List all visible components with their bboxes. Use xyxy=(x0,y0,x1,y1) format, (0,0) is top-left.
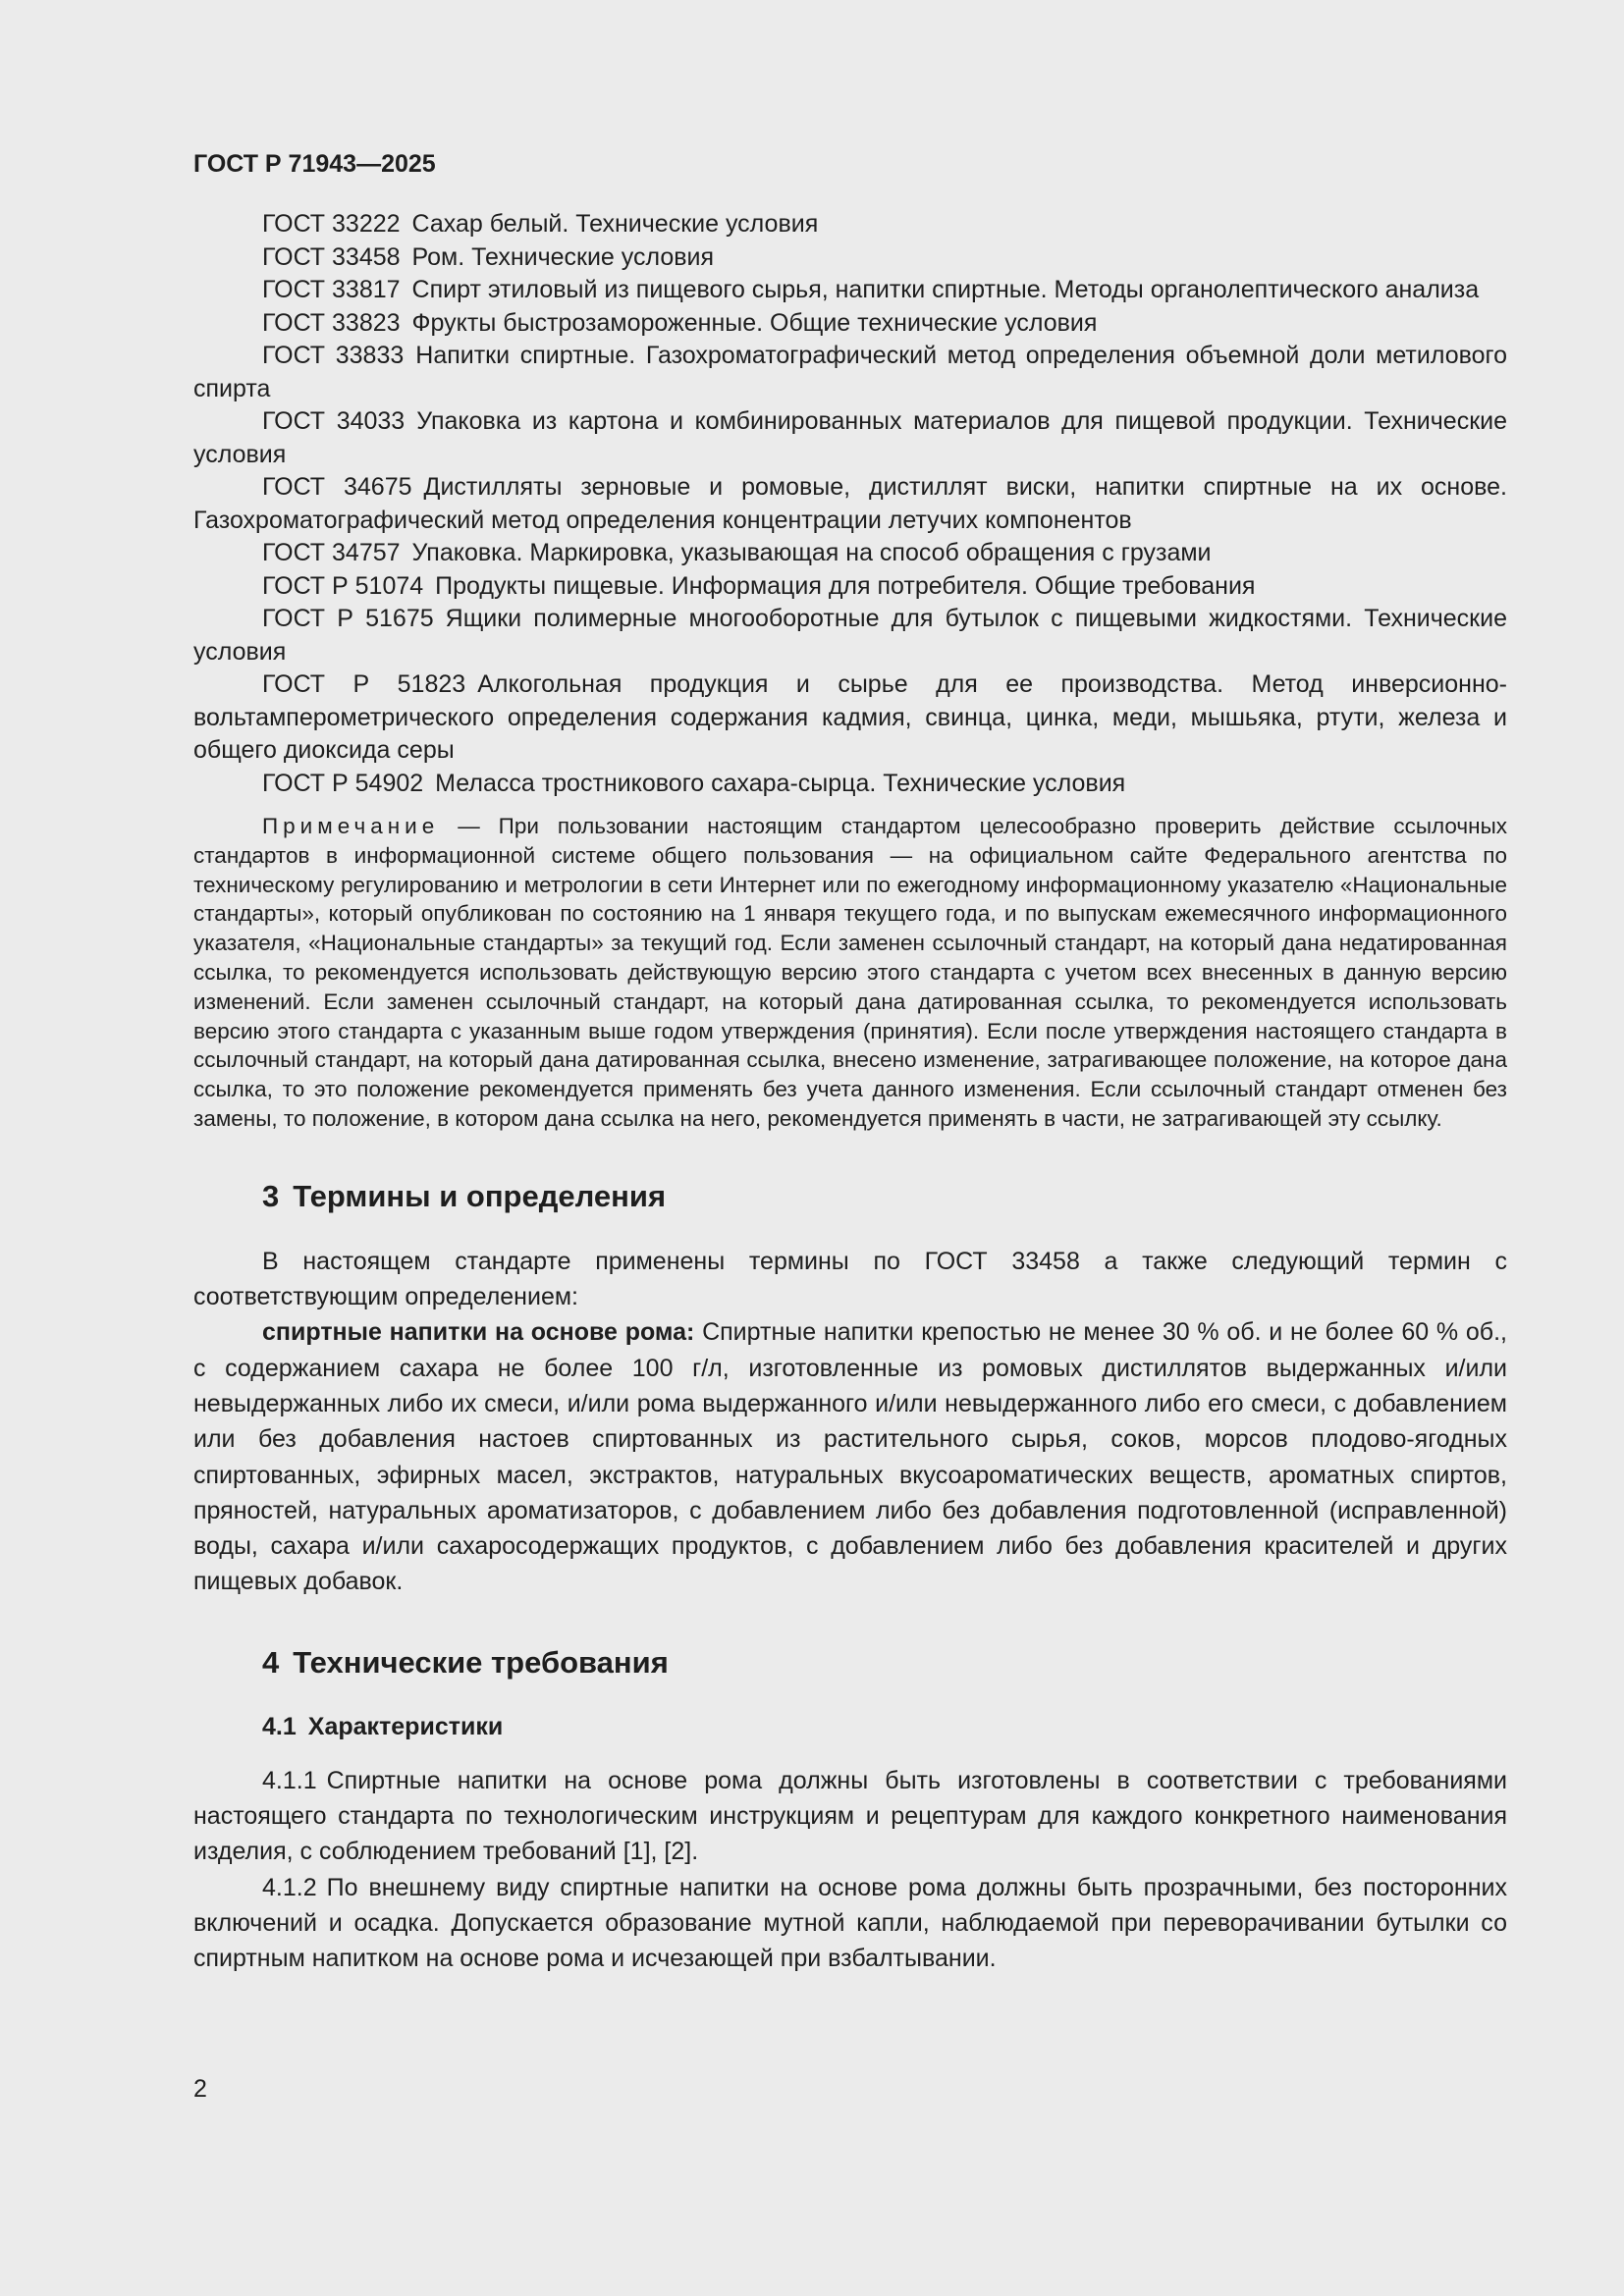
page-number: 2 xyxy=(193,2075,207,2103)
reference-item xyxy=(193,307,1507,341)
subsection-title: Характеристики xyxy=(307,1712,504,1740)
reference-code: ГОСТ 33458 xyxy=(262,242,401,271)
reference-title: Алкогольная продукция и сырье для ее производства. Метод инверсионно-вольтамперометрического определения содержания кадмия, свинца, цинка, меди, мышьяка, ртути, железа и общего диоксида серы xyxy=(193,670,1507,764)
reference-item xyxy=(193,537,1507,570)
reference-title: Продукты пищевые. Информация для потребителя. Общие требования xyxy=(435,571,1256,600)
clause-text: Спиртные напитки на основе рома должны быть изготовлены в соответствии с требованиями настоящего стандарта по технологическим инструкциям и рецептурам для каждого конкретного наименования изделия, с соблюдением требований [1], [2]. xyxy=(193,1766,1507,1866)
reference-title: Упаковка из картона и комбинированных материалов для пищевой продукции. Технические условия xyxy=(193,407,1507,468)
reference-title: Напитки спиртные. Газохроматографический метод определения объемной доли метилового спирта xyxy=(193,342,1507,402)
subsection-number: 4.1 xyxy=(262,1712,297,1740)
reference-code: ГОСТ Р 51823 xyxy=(262,670,466,698)
term-text: Спиртные напитки крепостью не менее 30 % об. и не более 60 % об., с содержанием сахара не более 100 г/л, изготовленные из ромовых дистиллятов выдержанных и/или невыдержанных либо их смеси, и/или рома выдержанного и/или невыдержанного либо его смеси, с добавлением или без добавления настоев спиртованных из растительного сырья, соков, морсов плодово-ягодных спиртованных, эфирных масел, экстрактов, натуральных вкусоароматических веществ, ароматных спиртов, пряностей, натуральных ароматизаторов, с добавлением либо без добавления подготовленной (исправленной) воды, сахара и/или сахаросодержащих продуктов, с добавлением либо без добавления красителей и других пищевых добавок. xyxy=(193,1318,1508,1596)
section-heading-terms xyxy=(193,1177,1507,1216)
reference-item xyxy=(193,471,1507,537)
note-text: — При пользовании настоящим стандартом целесообразно проверить действие ссылочных стандартов в информационной системе общего пользования — на официальном сайте Федерального агентства по техническому регулированию и метрологии в сети Интернет или по ежегодному информационному указателю «Национальные стандарты», который опубликован по состоянию на 1 января текущего года, и по выпускам ежемесячного информационного указателя, «Национальные стандарты» за текущий год. Если заменен ссылочный стандарт, на который дана недатированная ссылка, то рекомендуется использовать действующую версию этого стандарта с учетом всех внесенных в данную версию изменений. Если заменен ссылочный стандарт, на который дана датированная ссылка, то рекомендуется использовать версию этого стандарта с указанным выше годом утверждения (принятия). Если после утверждения настоящего стандарта в ссылочный стандарт, на который дана датированная ссылка, внесено изменение, затрагивающее положение, на которое дана ссылка, то это положение рекомендуется применять без учета данного изменения. Если ссылочный стандарт отменен без замены, то положение, в котором дана ссылка на него, рекомендуется применять в части, не затрагивающей эту ссылку. xyxy=(193,814,1507,1131)
reference-title: Спирт этиловый из пищевого сырья, напитки спиртные. Методы органолептического анализа xyxy=(411,276,1480,303)
reference-item xyxy=(193,208,1507,241)
reference-item xyxy=(193,668,1507,768)
reference-title: Фрукты быстрозамороженные. Общие технические условия xyxy=(411,308,1098,337)
reference-item xyxy=(193,405,1507,471)
reference-code: ГОСТ 34033 xyxy=(262,407,406,435)
reference-item xyxy=(193,274,1507,307)
note-label: Примечание xyxy=(262,814,440,838)
reference-title: Сахар белый. Технические условия xyxy=(411,210,819,238)
note-block xyxy=(193,812,1507,1134)
section-heading-requirements xyxy=(193,1643,1507,1682)
document-code: ГОСТ Р 71943—2025 xyxy=(193,150,436,178)
subsection-heading-characteristics xyxy=(193,1710,1507,1743)
term-name: спиртные напитки на основе рома: xyxy=(262,1318,695,1347)
reference-code: ГОСТ Р 54902 xyxy=(262,769,424,797)
reference-code: ГОСТ 33817 xyxy=(262,276,401,303)
reference-item xyxy=(193,768,1507,801)
reference-code: ГОСТ 34757 xyxy=(262,539,401,566)
reference-title: Ящики полимерные многооборотные для бутылок с пищевыми жидкостями. Технические условия xyxy=(193,605,1507,666)
clause-4-1-2 xyxy=(193,1870,1507,1977)
reference-item xyxy=(193,241,1507,275)
reference-title: Ром. Технические условия xyxy=(411,242,715,271)
reference-code: ГОСТ Р 51074 xyxy=(262,571,424,600)
reference-code: ГОСТ 34675 xyxy=(262,473,412,501)
reference-code: ГОСТ 33222 xyxy=(262,210,401,238)
reference-code: ГОСТ Р 51675 xyxy=(262,605,434,632)
clause-4-1-1 xyxy=(193,1763,1507,1870)
reference-code: ГОСТ 33833 xyxy=(262,342,405,369)
section-title: Термины и определения xyxy=(293,1178,667,1213)
reference-item xyxy=(193,570,1507,604)
reference-item xyxy=(193,603,1507,668)
document-page xyxy=(193,147,1507,1977)
clause-number: 4.1.2 xyxy=(262,1873,317,1901)
reference-title: Меласса тростникового сахара-сырца. Технические условия xyxy=(435,769,1126,797)
reference-code: ГОСТ 33823 xyxy=(262,308,401,337)
section-title: Технические требования xyxy=(293,1644,669,1680)
clause-text: По внешнему виду спиртные напитки на основе рома должны быть прозрачными, без посторонних включений и осадка. Допускается образование мутной капли, наблюдаемой при переворачивании бутылки со спиртным напитком на основе рома и исчезающей при взбалтывании. xyxy=(193,1873,1507,1973)
reference-item xyxy=(193,340,1507,405)
term-definition xyxy=(193,1314,1507,1599)
reference-title: Упаковка. Маркировка, указывающая на способ обращения с грузами xyxy=(411,539,1212,566)
section-number: 3 xyxy=(262,1178,280,1213)
section-number: 4 xyxy=(262,1644,280,1680)
normative-references-list xyxy=(193,208,1507,800)
reference-title: Дистилляты зерновые и ромовые, дистиллят виски, напитки спиртные на их основе. Газохроматографический метод определения концентрации летучих компонентов xyxy=(193,473,1507,534)
terms-intro: В настоящем стандарте применены термины по ГОСТ 33458 а также следующий термин с соответствующим определением: xyxy=(193,1247,1507,1311)
clause-number: 4.1.1 xyxy=(262,1766,317,1794)
